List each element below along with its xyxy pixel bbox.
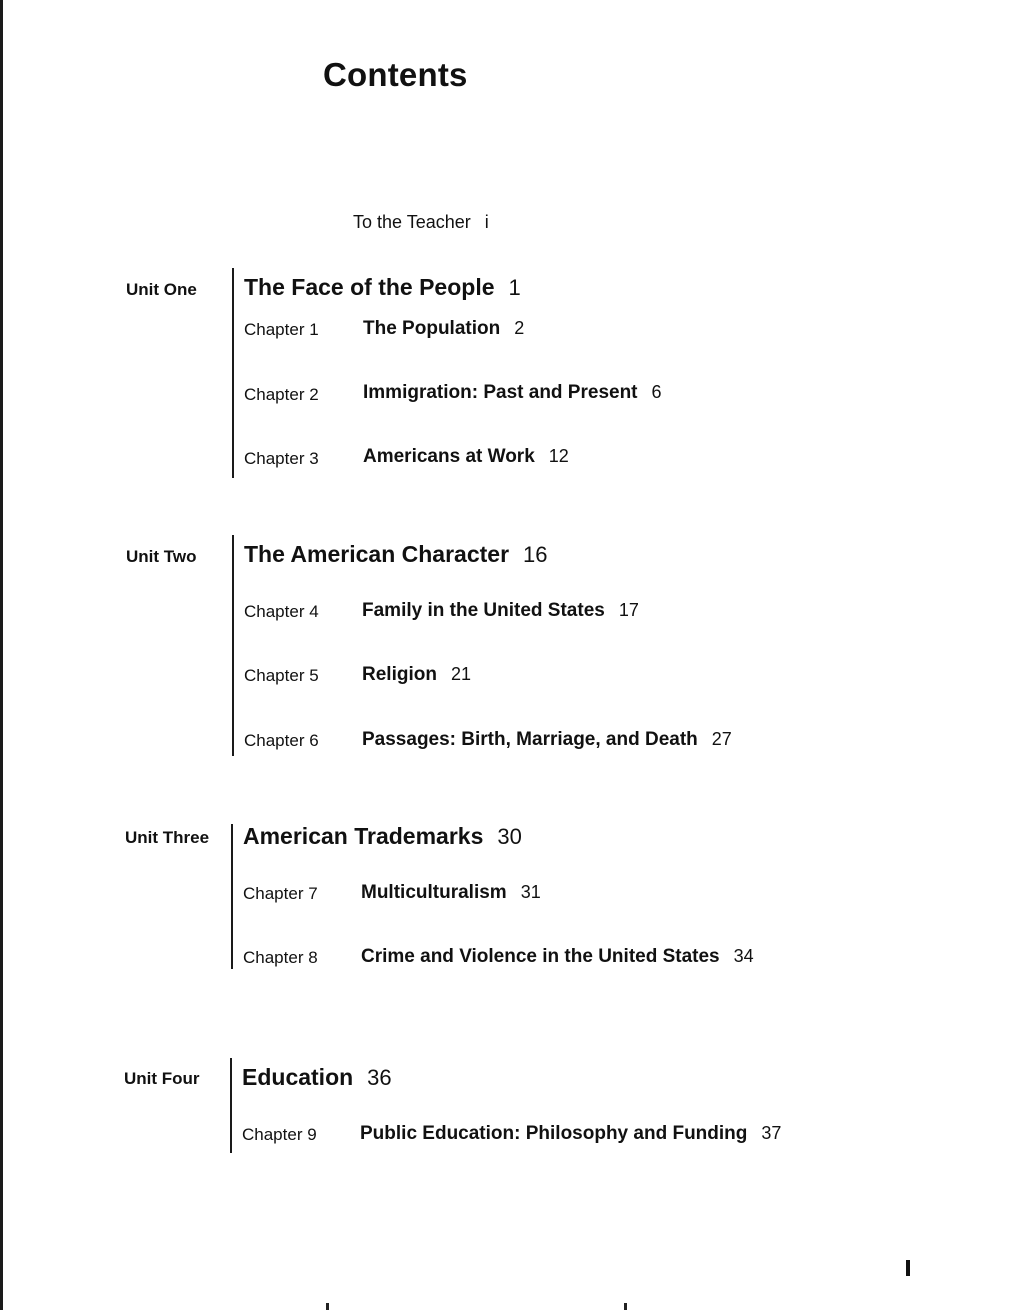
chapter-title: Crime and Violence in the United States: [361, 946, 720, 967]
front-matter-label: To the Teacher: [353, 212, 471, 232]
unit-page: 30: [497, 824, 522, 849]
crop-mark: [624, 1303, 627, 1310]
chapter-page: 31: [520, 882, 541, 902]
unit-title-entry[interactable]: [243, 823, 522, 850]
chapter-title: Immigration: Past and Present: [363, 382, 638, 403]
chapter-page: 34: [733, 946, 754, 966]
chapter-title: The Population: [363, 318, 501, 339]
chapter-label: Chapter 3: [244, 449, 319, 468]
chapter-entry[interactable]: [360, 1123, 781, 1145]
unit-page: 16: [523, 542, 548, 567]
chapter-label: Chapter 2: [244, 385, 319, 404]
chapter-entry[interactable]: [363, 446, 569, 468]
chapter-entry[interactable]: [362, 664, 471, 686]
unit-divider: [232, 268, 234, 478]
unit-divider: [231, 824, 233, 969]
chapter-entry[interactable]: [363, 318, 524, 340]
chapter-page: 12: [548, 446, 569, 466]
chapter-title: Americans at Work: [363, 446, 535, 467]
unit-label: Unit Three: [125, 828, 210, 847]
chapter-title: Passages: Birth, Marriage, and Death: [362, 729, 698, 750]
front-matter-page: i: [484, 212, 489, 232]
chapter-page: 6: [651, 382, 662, 402]
unit-title: The Face of the People: [244, 274, 495, 300]
unit-title-entry[interactable]: [244, 274, 521, 301]
chapter-label: Chapter 1: [244, 320, 319, 339]
chapter-label: Chapter 4: [244, 602, 319, 621]
chapter-entry[interactable]: [361, 946, 754, 968]
unit-divider: [230, 1058, 232, 1153]
chapter-label: Chapter 6: [244, 731, 319, 750]
unit-title: American Trademarks: [243, 823, 484, 849]
chapter-entry[interactable]: [362, 600, 639, 622]
chapter-title: Religion: [362, 664, 437, 685]
chapter-title: Public Education: Philosophy and Funding: [360, 1123, 748, 1144]
crop-mark: [326, 1303, 329, 1310]
unit-label: Unit Four: [124, 1069, 200, 1088]
chapter-label: Chapter 7: [243, 884, 318, 903]
chapter-entry[interactable]: [362, 729, 732, 751]
chapter-label: Chapter 5: [244, 666, 319, 685]
unit-title: Education: [242, 1064, 354, 1090]
unit-page: 36: [367, 1065, 392, 1090]
chapter-entry[interactable]: [363, 382, 662, 404]
chapter-title: Family in the United States: [362, 600, 605, 621]
page-folio-mark: [906, 1260, 910, 1276]
unit-title-entry[interactable]: [244, 541, 548, 568]
page-title: Contents: [323, 56, 468, 93]
chapter-page: 17: [618, 600, 639, 620]
chapter-page: 2: [514, 318, 525, 338]
unit-label: Unit One: [126, 280, 197, 299]
chapter-entry[interactable]: [361, 882, 541, 904]
unit-label: Unit Two: [126, 547, 197, 566]
chapter-page: 37: [761, 1123, 782, 1143]
chapter-label: Chapter 9: [242, 1125, 317, 1144]
unit-title: The American Character: [244, 541, 510, 567]
chapter-page: 27: [711, 729, 732, 749]
unit-title-entry[interactable]: [242, 1064, 392, 1091]
unit-divider: [232, 535, 234, 756]
chapter-page: 21: [450, 664, 471, 684]
unit-page: 1: [508, 275, 521, 300]
page-edge-rule: [0, 0, 3, 1310]
chapter-label: Chapter 8: [243, 948, 318, 967]
front-matter-entry[interactable]: [353, 212, 489, 233]
chapter-title: Multiculturalism: [361, 882, 507, 903]
